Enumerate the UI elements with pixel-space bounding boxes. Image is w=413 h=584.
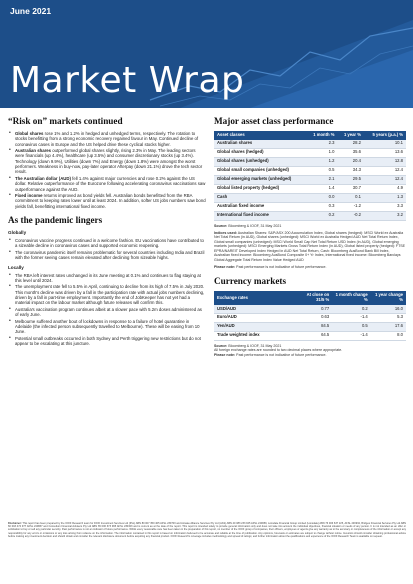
table-cell: 13.6 xyxy=(364,148,406,157)
table-cell: 2.3 xyxy=(306,140,337,148)
bullet-lead: The Australian dollar (AUD) xyxy=(15,175,71,181)
table-cell: 10.1 xyxy=(364,140,406,148)
report-month: June 2021 xyxy=(10,6,52,16)
note-text: Past performance is not indicative of future performance. xyxy=(235,264,327,269)
column-header: Exchange rates xyxy=(214,291,295,305)
table-cell: 0.63 xyxy=(295,313,333,322)
globally-list xyxy=(8,238,206,260)
list-item xyxy=(8,148,206,174)
table-cell: International fixed income xyxy=(214,211,306,220)
table-cell: Australian shares xyxy=(214,140,306,148)
table-cell: 8.0 xyxy=(371,331,406,340)
bullet-text: fell 1.4% against major currencies and rose 0.2% against the US dollar. Relative outperformance of the Eurozone following accelerating coronavirus vaccinations saw outperformance against the AUD. xyxy=(15,175,206,192)
table-cell: Euro/AUD xyxy=(214,313,295,322)
column-header: At close on 31/5 % xyxy=(295,291,333,305)
table-cell: 12.4 xyxy=(364,175,406,184)
pandemic-heading: As the pandemic lingers xyxy=(8,215,103,226)
list-item: • The coronavirus pandemic itself remains problematic for several countries including India and Brazil with the former seeing cases remain elevated after declining from sizeable highs. xyxy=(8,250,206,261)
note-label: Source: xyxy=(214,223,228,228)
right-column xyxy=(214,116,406,357)
currency-rounding-note: All foreign exchange rates are rounded to two decimal places where appropriate. xyxy=(214,348,343,353)
globally-subheading: Globally xyxy=(8,230,27,236)
table-cell: Australian fixed income xyxy=(214,202,306,211)
disclaimer xyxy=(8,522,406,538)
list-item: • Australia's vaccination program continues albeit at a slower pace with 5.2m doses administered as of early June. xyxy=(8,307,206,318)
bullet-lead: Global shares xyxy=(15,131,44,136)
table-cell: Trade weighted index xyxy=(214,331,295,340)
table-cell: Global shares (unhedged) xyxy=(214,157,306,166)
table-row xyxy=(214,166,406,175)
table-cell: 0.2 xyxy=(332,305,371,313)
left-column xyxy=(8,116,206,348)
currency-table xyxy=(214,291,406,341)
asset-class-heading: Major asset class performance xyxy=(214,116,334,126)
table-cell: 20.4 xyxy=(337,157,363,166)
table-cell: -0.2 xyxy=(337,211,363,220)
locally-list xyxy=(8,273,206,347)
table-cell: 0.2 xyxy=(306,211,337,220)
bullet-text: returns improved as bond yields fell. Australian bonds benefitted from the RBA commitment to keeping rates lower until at least 2024. In addition, softer US jobs numbers saw bond yields fall, benefitting international fixed income. xyxy=(15,193,206,209)
table-cell: 0.5 xyxy=(332,322,371,331)
table-cell: 4.9 xyxy=(364,184,406,193)
table-cell: 35.6 xyxy=(337,148,363,157)
table-header-row xyxy=(214,131,406,140)
table-cell: Cash xyxy=(214,193,306,202)
table-row xyxy=(214,305,406,313)
table-cell: 29.5 xyxy=(337,175,363,184)
bullet-lead: Australian shares xyxy=(15,148,52,154)
list-item: • The RBA left interest rates unchanged in its June meeting at 0.1% and continues to flag staying at this level until 2024. xyxy=(8,273,206,284)
note-text: Bloomberg & IOOF, 31 May 2021 xyxy=(227,343,282,348)
column-header: 1 month change % xyxy=(332,291,371,305)
table-cell: Global small companies (unhedged) xyxy=(214,166,306,175)
list-item: • The unemployment rate fell to 5.5% in April, continuing to decline from its high of 7.5% in July 2020. This month's decline was driven by a fall in the participation rate with actual jobs numbers declining, driven by a fall in part-time employment. Importantly the end of JobKeeper has not yet had a material impact on the labour market although future releases will confirm this. xyxy=(8,284,206,305)
table-cell: USD/AUD xyxy=(214,305,295,313)
risk-on-list xyxy=(8,131,206,209)
table-cell: 30.7 xyxy=(337,184,363,193)
table-cell: 0.5 xyxy=(306,166,337,175)
table-header-row xyxy=(214,291,406,305)
table-cell: 1.4 xyxy=(306,184,337,193)
table-cell: Global listed property (hedged) xyxy=(214,184,306,193)
column-header: 1 month % xyxy=(306,131,337,140)
table-row xyxy=(214,313,406,322)
asset-class-table xyxy=(214,131,406,221)
currency-heading: Currency markets xyxy=(214,276,287,287)
table-cell: 28.2 xyxy=(337,140,363,148)
table-cell: 1.2 xyxy=(306,157,337,166)
table-cell: 17.6 xyxy=(371,322,406,331)
table-cell: 3.2 xyxy=(364,211,406,220)
table-cell: 84.5 xyxy=(295,322,333,331)
column-header: Asset classes xyxy=(214,131,306,140)
note-text: Bloomberg & IOOF, 31 May 2021 xyxy=(227,223,282,228)
note-text: Australian Shares: S&P/ASX 200 Accumulation Index, Global shares (hedged): MSCI World ex Australia Net Total Return (in AUD), Global shares (unhedged): MSCI World ex Australia Hedged AUD Net Total Return Index, Global small companies (unhedged): MSCI World Small Cap Net Total Return USD Index (in AUD), Global emerging markets (unhedged): MSCI Emerging Markets Gross Total Return Index (in AUD), Global listed property (hedged): FTSE EPRA/NAREIT Developed Index Hedged in AUD Net Total Return, Cash: Bloomberg AusBond Bank Bill Index, Australian fixed income: Bloomberg AusBond Composite 0+ Yr Index, International fixed income: Bloomberg Barclays Global Aggregate Total Return Index Value Hedged AUD xyxy=(214,231,406,262)
list-item: • Potential small outbreaks occurred in both Sydney and Perth triggering new restrictions but do not appear to be escalating at this juncture. xyxy=(8,336,206,347)
table-cell: 0.0 xyxy=(306,193,337,202)
asset-indices-note xyxy=(214,231,406,262)
table-row xyxy=(214,184,406,193)
bullet-text: outperformed global shares slightly, rising 2.3% in May. The leading sectors were financials (up 4.4%), healthcare (up 3.5%) and consumer discretionary stocks (up 3.4%). Technology (down 9.9%), Utilities (down 7%) and Energy (down 1.8%) were amongst the worst performers. Weakness in buy-now, pay-later operator Afterpay (down 21.1%) drove the tech sector result. xyxy=(15,148,203,175)
table-cell: 5.3 xyxy=(371,313,406,322)
table-cell: Global shares (hedged) xyxy=(214,148,306,157)
table-cell: Global emerging markets (unhedged) xyxy=(214,175,306,184)
note-label: Please note: xyxy=(214,264,236,269)
table-cell: 0.3 xyxy=(306,202,337,211)
table-row xyxy=(214,157,406,166)
table-cell: 16.0 xyxy=(371,305,406,313)
table-row xyxy=(214,331,406,340)
report-title: Market Wrap xyxy=(10,60,245,101)
table-row xyxy=(214,175,406,184)
bullet-lead: Fixed income xyxy=(15,193,43,199)
table-row xyxy=(214,193,406,202)
table-cell: 3.3 xyxy=(364,202,406,211)
column-header: 1 year % xyxy=(337,131,363,140)
table-cell: 64.5 xyxy=(295,331,333,340)
asset-past-performance-note xyxy=(214,265,406,269)
asset-source-note xyxy=(214,224,406,228)
table-cell: -1.4 xyxy=(332,313,371,322)
list-item: • Melbourne suffered another bout of lockdowns in response to a failure of hotel quarantine in Adelaide (the infected person subsequently travelled to Melbourne). These will be easing from 10 June. xyxy=(8,319,206,335)
note-label: Please note: xyxy=(214,352,236,357)
note-label: Disclaimer: xyxy=(8,522,22,525)
table-row xyxy=(214,322,406,331)
column-header: 5 years (p.a.) % xyxy=(364,131,406,140)
header-banner xyxy=(0,0,413,108)
note-text: This report has been prepared by the IOOF Research team for IOOF Investment Services Ltd (IISL) ABN 80 007 350 405 AFSL 230703 and Actuate Alliance Services Pty Ltd (AAS) ABN 40 083 233 925 AFSL 240959, Lonsdale Financial Group Limited (Lonsdale) ABN 76 006 637 225, AFSL 246934, Bridges Financial Services Pty Ltd ABN 60 003 474 977 AFSL 240837 and Consultum Financial Advisers Pty Ltd ABN 65 006 373 995 AFSL 230323 and is current as at the date of the report. This report is intended solely to provide general information only and does not take into account the individual objectives, financial situation or needs of any person. It is not intended as an offer or solicitation to buy or sell any particular security. Past performance is not an indicator of future performance. Whilst every reasonable care has been taken in the preparation of this report, no member of the IOOF group of companies, their officers, employees or agents give any warranty as to the accuracy or completeness of the information or accept any responsibility for any errors or omissions or any loss arising from reliance on the information. The information contained in this report is based on information believed to be accurate and reliable at the time of publication. Any opinions, forecasts or estimates are subject to change without notice. Investors should consider obtaining professional advice before making any investment decision and should obtain and consider the relevant disclosure document before acquiring any financial product. IOOF Research's coverage includes methodology and spread of ratings; and further information about the qualifications and experience of the IOOF Research Team is available on request. xyxy=(8,522,406,538)
table-row xyxy=(214,148,406,157)
table-cell: -1.4 xyxy=(332,331,371,340)
table-cell: 34.3 xyxy=(337,166,363,175)
list-item xyxy=(8,131,206,147)
note-label: Indices used: xyxy=(214,231,237,236)
table-cell: Yen/AUD xyxy=(214,322,295,331)
table-cell: -1.2 xyxy=(337,202,363,211)
note-label: Source: xyxy=(214,343,228,348)
table-cell: 1.0 xyxy=(306,148,337,157)
table-row xyxy=(214,211,406,220)
risk-on-heading: “Risk on” markets continued xyxy=(8,116,123,126)
table-cell: 12.8 xyxy=(364,157,406,166)
currency-past-performance-note xyxy=(214,353,406,357)
column-header: 1 year change % xyxy=(371,291,406,305)
table-cell: 0.1 xyxy=(337,193,363,202)
list-item xyxy=(8,193,206,209)
table-row xyxy=(214,140,406,148)
table-cell: 0.77 xyxy=(295,305,333,313)
table-cell: 2.1 xyxy=(306,175,337,184)
bullet-text: rose 1% and 1.2% in hedged and unhedged terms, respectively. The rotation to stocks benefitting from a strong economic recovery regained favour in May. Continued decline of coronavirus cases in Europe and the US helped drive these cyclical stocks higher. xyxy=(15,131,199,147)
note-text: Past performance is not indicative of future performance. xyxy=(235,352,327,357)
locally-subheading: Locally xyxy=(8,264,24,270)
list-item: • Coronavirus vaccine progress continued in a welcome fashion. EU vaccinations have contributed to a sizeable decline in coronavirus cases and supported economic reopening. xyxy=(8,238,206,249)
list-item xyxy=(8,176,206,192)
table-cell: 1.3 xyxy=(364,193,406,202)
table-row xyxy=(214,202,406,211)
table-cell: 12.4 xyxy=(364,166,406,175)
